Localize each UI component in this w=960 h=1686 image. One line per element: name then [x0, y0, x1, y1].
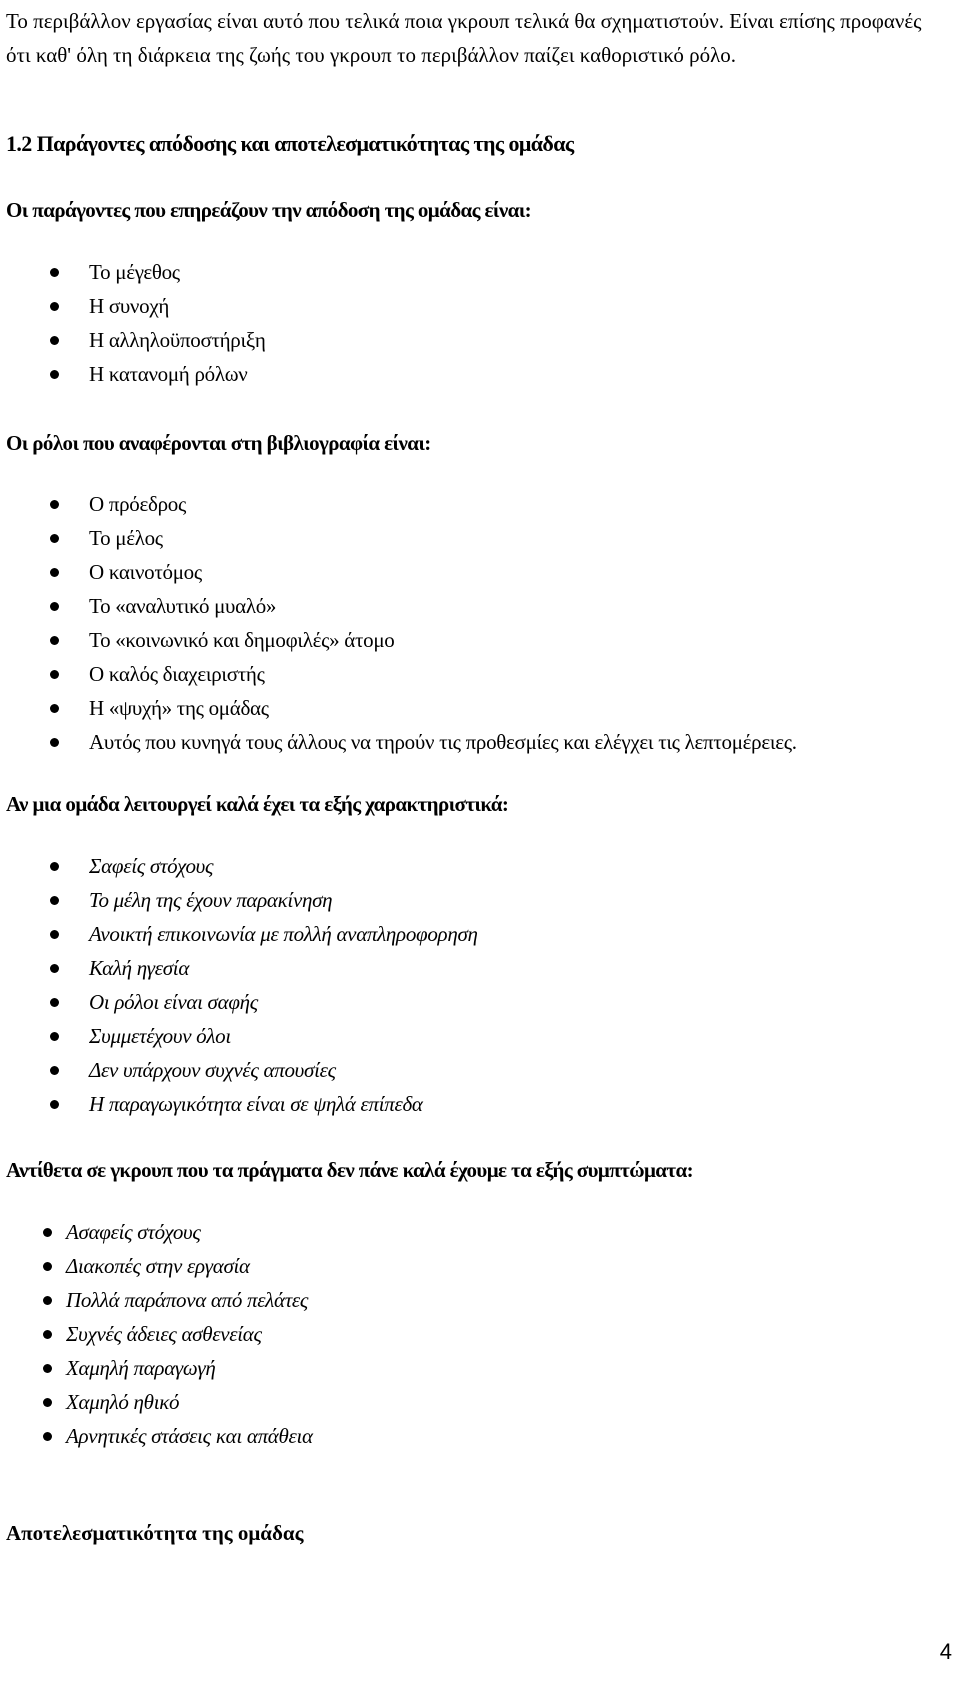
list-item: Χαμηλό ηθικό	[66, 1385, 313, 1419]
factors-list	[89, 255, 266, 391]
bullet-icon	[50, 1100, 59, 1109]
list-item: Δεν υπάρχουν συχνές απουσίες	[89, 1053, 478, 1087]
bullet-icon	[50, 670, 59, 679]
list-item: Το μέλος	[89, 521, 797, 555]
bullet-icon	[50, 1066, 59, 1075]
bullet-icon	[50, 534, 59, 543]
list-item: Καλή ηγεσία	[89, 951, 478, 985]
list-item: Ασαφείς στόχους	[66, 1215, 313, 1249]
intro-paragraph: Το περιβάλλον εργασίας είναι αυτό που τελικά ποια γκρουπ τελικά θα σχηματιστούν. Είναι επίσης προφανές ότι καθ' όλη τη διάρκεια της ζωής του γκρουπ το περιβάλλον παίζει καθοριστικό ρόλο.	[6, 9, 922, 67]
bullet-icon	[50, 704, 59, 713]
list-item: Ο καλός διαχειριστής	[89, 657, 797, 691]
list-item: Η συνοχή	[89, 289, 266, 323]
good-team-list	[89, 849, 478, 1121]
bullet-icon	[50, 500, 59, 509]
bullet-icon	[50, 862, 59, 871]
list-item: Η αλληλοϋποστήριξη	[89, 323, 266, 357]
bullet-icon	[50, 738, 59, 747]
bullet-icon	[43, 1364, 52, 1373]
bullet-icon	[43, 1262, 52, 1271]
list-item: Συμμετέχουν όλοι	[89, 1019, 478, 1053]
list-item: Η κατανομή ρόλων	[89, 357, 266, 391]
list-item: Ο πρόεδρος	[89, 487, 797, 521]
list-item: Το «κοινωνικό και δημοφιλές» άτομο	[89, 623, 797, 657]
bullet-icon	[50, 1032, 59, 1041]
bullet-icon	[50, 896, 59, 905]
list-item: Χαμηλή παραγωγή	[66, 1351, 313, 1385]
list-item: Το μέγεθος	[89, 255, 266, 289]
bullet-icon	[50, 998, 59, 1007]
roles-heading: Οι ρόλοι που αναφέρονται στη βιβλιογραφία είναι:	[6, 431, 431, 455]
bullet-icon	[50, 268, 59, 277]
bullet-icon	[50, 302, 59, 311]
page-number: 4	[939, 1639, 952, 1664]
list-item: Οι ρόλοι είναι σαφής	[89, 985, 478, 1019]
bullet-icon	[50, 568, 59, 577]
bullet-icon	[50, 964, 59, 973]
bullet-icon	[43, 1398, 52, 1407]
list-item: Σαφείς στόχους	[89, 849, 478, 883]
list-item: Πολλά παράπονα από πελάτες	[66, 1283, 313, 1317]
bad-team-list	[66, 1215, 313, 1453]
bullet-icon	[50, 930, 59, 939]
list-item: Η παραγωγικότητα είναι σε ψηλά επίπεδα	[89, 1087, 478, 1121]
list-item: Αρνητικές στάσεις και απάθεια	[66, 1419, 313, 1453]
list-item: Ο καινοτόμος	[89, 555, 797, 589]
bullet-icon	[50, 336, 59, 345]
good-team-heading: Αν μια ομάδα λειτουργεί καλά έχει τα εξής χαρακτηριστικά:	[6, 792, 509, 816]
list-item: Το «αναλυτικό μυαλό»	[89, 589, 797, 623]
roles-list	[89, 487, 797, 759]
list-item: Συχνές άδειες ασθενείας	[66, 1317, 313, 1351]
list-item: Το μέλη της έχουν παρακίνηση	[89, 883, 478, 917]
bad-team-heading: Αντίθετα σε γκρουπ που τα πράγματα δεν πάνε καλά έχουμε τα εξής συμπτώματα:	[6, 1158, 693, 1182]
bullet-icon	[50, 636, 59, 645]
list-item: Η «ψυχή» της ομάδας	[89, 691, 797, 725]
bullet-icon	[43, 1432, 52, 1441]
section-heading: 1.2 Παράγοντες απόδοσης και αποτελεσματικότητας της ομάδας	[6, 131, 574, 156]
effectiveness-heading: Αποτελεσματικότητα της ομάδας	[6, 1521, 304, 1545]
list-item: Ανοικτή επικοινωνία με πολλή αναπληροφορηση	[89, 917, 478, 951]
factors-heading: Οι παράγοντες που επηρεάζουν την απόδοση της ομάδας είναι:	[6, 198, 532, 222]
bullet-icon	[43, 1228, 52, 1237]
list-item: Διακοπές στην εργασία	[66, 1249, 313, 1283]
bullet-icon	[50, 602, 59, 611]
bullet-icon	[50, 370, 59, 379]
list-item: Αυτός που κυνηγά τους άλλους να τηρούν τις προθεσμίες και ελέγχει τις λεπτομέρειες.	[89, 725, 797, 759]
bullet-icon	[43, 1296, 52, 1305]
bullet-icon	[43, 1330, 52, 1339]
